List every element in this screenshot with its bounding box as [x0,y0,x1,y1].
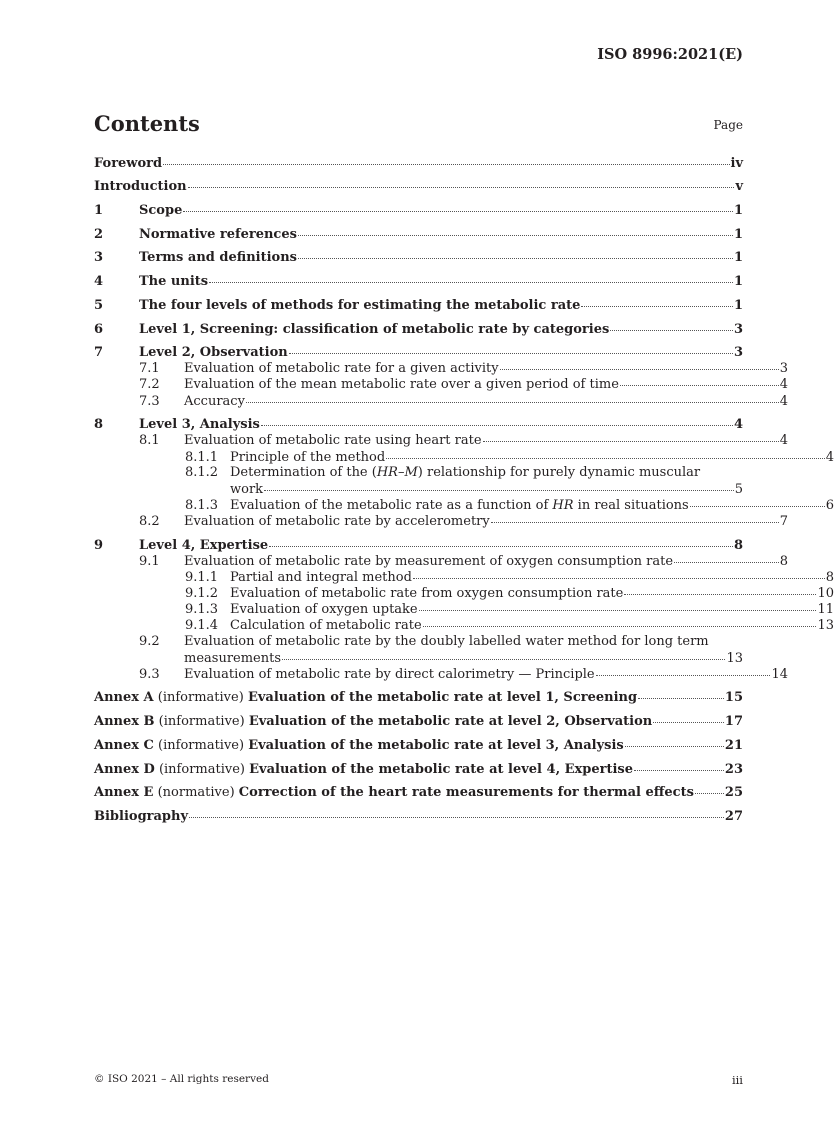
annex-type: (informative) [158,762,245,777]
toc-entry-9-1-2[interactable] [94,587,834,601]
toc-page: 1 [733,250,743,265]
toc-page: 1 [733,298,743,313]
leader-dots [596,675,771,676]
document-id-header: ISO 8996:2021(E) [597,46,743,63]
annex-title: Evaluation of the metabolic rate at level 4, Expertise [249,762,634,777]
leader-dots [610,330,733,331]
toc-page: 8 [733,538,743,553]
leader-dots [163,164,729,165]
toc-number: 9.1.1 [185,570,219,585]
toc-entry-7-1[interactable] [94,362,788,376]
annex-type: (informative) [158,714,245,729]
toc-title: The four levels of methods for estimating the metabolic rate [139,298,581,313]
toc-number: 8.1.1 [185,450,219,465]
toc-page: 4 [825,450,834,465]
toc-entry-the-units[interactable] [94,275,743,289]
toc-page: 1 [733,203,743,218]
toc-number: 9.1.2 [185,586,219,601]
toc-page: 10 [817,586,834,601]
toc-title: Level 4, Expertise [139,538,269,553]
leader-dots [695,793,724,794]
toc-page: 6 [825,498,834,513]
toc-number: 8.1.2 [185,465,219,480]
leader-dots [289,353,733,354]
leader-dots [189,817,724,818]
leader-dots [282,659,725,660]
toc-title: Evaluation of metabolic rate from oxygen consumption rate [230,586,624,601]
annex-title: Evaluation of the metabolic rate at level 3, Analysis [248,738,624,753]
leader-dots [298,235,733,236]
toc-entry-7-3[interactable] [94,395,788,409]
annex-label: Annex E [94,785,154,800]
annex-label: Annex D [94,762,155,777]
toc-number: 6 [94,322,104,337]
toc-page: v [735,179,743,194]
toc-page: 5 [734,482,743,497]
page-title: Contents [94,111,200,136]
toc-entry-9-1-1[interactable] [94,571,834,585]
toc-title: Introduction [94,179,187,194]
toc-entry-bibliography[interactable] [94,810,743,824]
leader-dots [624,594,816,595]
toc-entry-8-2[interactable] [94,515,788,529]
toc-page: 4 [779,394,788,409]
leader-dots [419,610,817,611]
toc-page: 4 [779,377,788,392]
annex-title: Evaluation of the metabolic rate at level 1, Screening [247,690,638,705]
toc-title: Evaluation of metabolic rate using heart rate [184,433,482,448]
leader-dots [298,258,733,259]
annex-label: Annex B [94,714,155,729]
toc-page: 3 [733,345,743,360]
toc-title: Scope [139,203,183,218]
toc-title: Level 2, Observation [139,345,288,360]
toc-title: Evaluation of the mean metabolic rate over a given period of time [184,377,619,392]
leader-dots [581,306,733,307]
leader-dots [209,282,733,283]
toc-page: 17 [724,714,743,729]
toc-title: Level 3, Analysis [139,417,260,432]
toc-title: Terms and definitions [139,250,297,265]
toc-page: 3 [733,322,743,337]
toc-entry-annex-d[interactable] [94,763,743,777]
leader-dots [264,490,734,491]
toc-title-part: Evaluation of the metabolic rate as a function of [230,498,553,513]
toc-title-part: Evaluation of metabolic rate by the doubly labelled water method for long term [184,634,709,649]
toc-page: 11 [817,602,834,617]
toc-number: 7.3 [139,394,160,409]
toc-number: 3 [94,250,104,265]
toc-entry-9-2[interactable] [94,635,788,649]
toc-entry-scope[interactable] [94,204,743,218]
toc-entry-8-1[interactable] [94,434,788,448]
leader-dots [483,441,779,442]
toc-page: 1 [733,274,743,289]
toc-entry-level-3-analysis[interactable] [94,418,743,432]
toc-entry-9-1[interactable] [94,555,788,569]
toc-entry-annex-c[interactable] [94,739,743,753]
toc-page: 23 [724,762,743,777]
toc-title: Evaluation of metabolic rate for a given activity [184,361,499,376]
toc-number: 8 [94,417,104,432]
toc-page: 4 [779,433,788,448]
toc-number: 2 [94,227,104,242]
toc-page: 7 [779,514,788,529]
footer-copyright: © ISO 2021 – All rights reserved [94,1073,269,1085]
toc-number: 5 [94,298,104,313]
toc-number: 9 [94,538,104,553]
toc-entry-8-1-3[interactable] [94,499,834,513]
toc-title: measurements [184,651,282,666]
page-column-label: Page [713,118,743,132]
toc-title: Evaluation of metabolic rate by direct calorimetry — Principle [184,667,595,682]
toc-title: Evaluation of metabolic rate by accelerometry [184,514,490,529]
toc-title: Principle of the method [230,450,386,465]
toc-number: 9.2 [139,634,160,649]
leader-dots [261,425,733,426]
toc-title-part: in real situations [573,498,689,513]
toc-title: Bibliography [94,809,189,824]
toc-number: 9.1 [139,554,160,569]
toc-entry-annex-e[interactable] [94,786,743,800]
toc-entry-9-3[interactable] [94,668,788,682]
leader-dots [634,770,724,771]
toc-title: The units [139,274,209,289]
leader-dots [690,506,825,507]
leader-dots [491,522,779,523]
toc-entry-level-2-observation[interactable] [94,346,743,360]
toc-page: 4 [733,417,743,432]
toc-entry-annex-b[interactable] [94,715,743,729]
toc-title: Accuracy [184,394,245,409]
toc-number: 9.1.3 [185,602,219,617]
toc-title-italic: HR [376,465,398,480]
toc-number: 8.1.3 [185,498,219,513]
leader-dots [423,626,817,627]
annex-label: Annex A [94,690,154,705]
leader-dots [638,698,724,699]
toc-page: 3 [779,361,788,376]
toc-entry-four-levels[interactable] [94,299,743,313]
toc-entry-9-2-cont[interactable] [94,652,743,666]
toc-title-italic: M [404,465,418,480]
leader-dots [653,722,724,723]
annex-title: Correction of the heart rate measurements for thermal effects [238,785,694,800]
leader-dots [386,458,825,459]
toc-number: 7.2 [139,377,160,392]
annex-type: (informative) [158,738,245,753]
toc-page: 13 [817,618,834,633]
toc-number: 9.1.4 [185,618,219,633]
toc-number: 4 [94,274,104,289]
toc-title: Level 1, Screening: classification of metabolic rate by categories [139,322,610,337]
toc-entry-8-1-2-cont[interactable] [94,483,743,497]
toc-title: Evaluation of oxygen uptake [230,602,418,617]
leader-dots [188,187,735,188]
annex-type: (informative) [157,690,244,705]
toc-title-italic: HR [552,498,574,513]
toc-page: 25 [724,785,743,800]
toc-page: 8 [779,554,788,569]
toc-number: 7.1 [139,361,160,376]
toc-page: 15 [724,690,743,705]
toc-title-part: – [397,465,405,480]
toc-number: 9.3 [139,667,160,682]
toc-entry-7-2[interactable] [94,378,788,392]
toc-entry-8-1-1[interactable] [94,451,834,465]
toc-entry-foreword[interactable] [94,157,743,171]
toc-title: work [230,482,264,497]
toc-page: 21 [724,738,743,753]
toc-title: Foreword [94,156,163,171]
annex-title: Evaluation of the metabolic rate at level 2, Observation [248,714,653,729]
toc-entry-9-1-4[interactable] [94,619,834,633]
toc-number: 7 [94,345,104,360]
toc-page: 8 [825,570,834,585]
toc-page: iv [730,156,743,171]
toc-page: 27 [724,809,743,824]
toc-number: 8.2 [139,514,160,529]
leader-dots [246,402,779,403]
leader-dots [625,746,724,747]
toc-title: Calculation of metabolic rate [230,618,422,633]
footer-page-number: iii [731,1073,743,1087]
toc-title-part: Determination of the ( [230,465,377,480]
leader-dots [183,211,733,212]
toc-entry-8-1-2[interactable] [94,466,834,480]
toc-number: 1 [94,203,104,218]
leader-dots [269,546,733,547]
toc-entry-level-4-expertise[interactable] [94,539,743,553]
toc-entry-level-1-screening[interactable] [94,323,743,337]
toc-entry-normative-references[interactable] [94,228,743,242]
leader-dots [674,562,779,563]
toc-title-part: ) relationship for purely dynamic muscular [417,465,701,480]
leader-dots [413,578,825,579]
toc-page: 14 [771,667,788,682]
annex-label: Annex C [94,738,154,753]
toc-title: Partial and integral method [230,570,412,585]
leader-dots [620,385,779,386]
leader-dots [500,369,779,370]
annex-type: (normative) [157,785,235,800]
toc-entry-annex-a[interactable] [94,691,743,705]
toc-number: 8.1 [139,433,160,448]
toc-page: 13 [726,651,743,666]
toc-page: 1 [733,227,743,242]
toc-entry-terms-and-definitions[interactable] [94,251,743,265]
toc-title: Evaluation of metabolic rate by measurement of oxygen consumption rate [184,554,674,569]
toc-entry-introduction[interactable] [94,180,743,194]
toc-title [230,499,689,513]
toc-entry-9-1-3[interactable] [94,603,834,617]
toc-title: Normative references [139,227,297,242]
